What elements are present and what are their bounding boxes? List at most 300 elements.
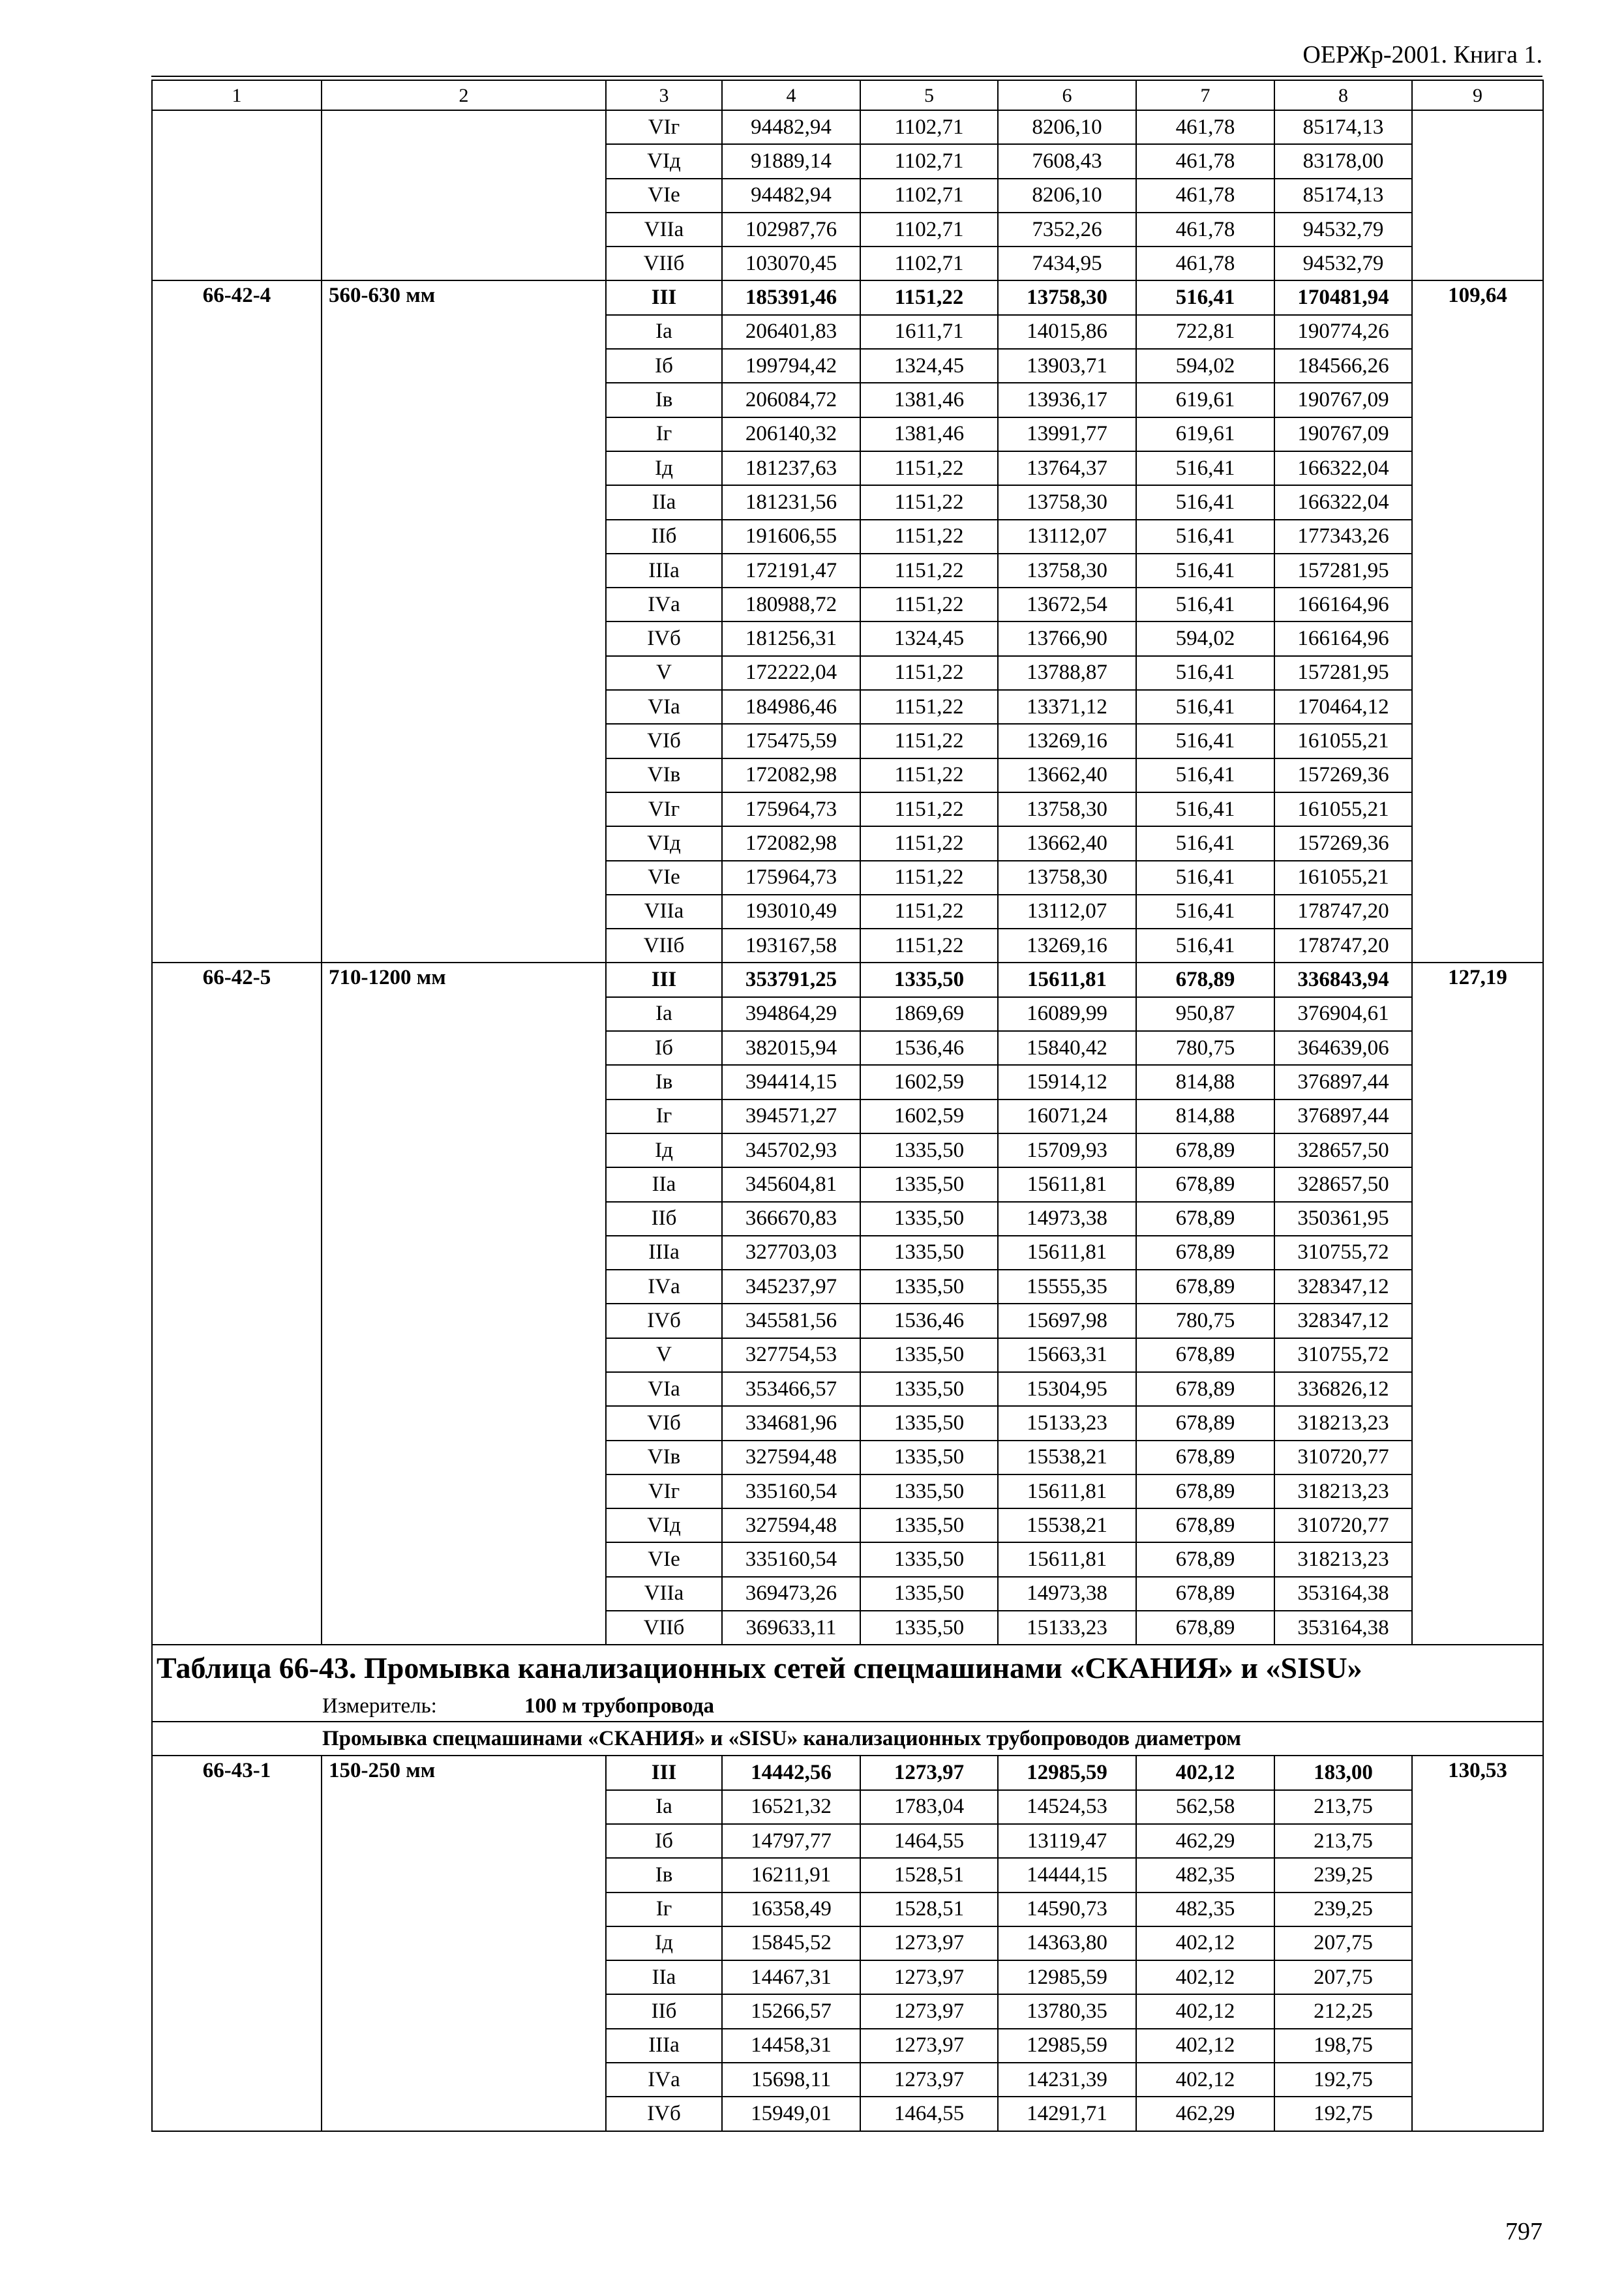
- price-cell: 161055,21: [1274, 792, 1412, 826]
- zone-code: V: [606, 1338, 722, 1372]
- zone-code: VIд: [606, 1508, 722, 1542]
- zone-code: Iд: [606, 1133, 722, 1167]
- price-cell: 13112,07: [998, 895, 1136, 929]
- rate-code: 66-43-1: [152, 1756, 322, 2131]
- price-cell: 14442,56: [722, 1756, 860, 1789]
- price-cell: 1102,71: [860, 247, 998, 280]
- price-cell: 185391,46: [722, 280, 860, 314]
- price-cell: 678,89: [1136, 1577, 1274, 1611]
- price-cell: 192,75: [1274, 2097, 1412, 2131]
- price-cell: 190774,26: [1274, 315, 1412, 349]
- table-title-row: [152, 1645, 1543, 1691]
- price-cell: 310755,72: [1274, 1338, 1412, 1372]
- price-cell: 1335,50: [860, 1270, 998, 1304]
- price-cell: 213,75: [1274, 1790, 1412, 1824]
- price-cell: 15840,42: [998, 1031, 1136, 1065]
- zone-code: IVб: [606, 2097, 722, 2131]
- price-cell: 402,12: [1136, 1926, 1274, 1960]
- column-number: 6: [998, 80, 1136, 110]
- price-cell: 15663,31: [998, 1338, 1136, 1372]
- price-cell: 15698,11: [722, 2063, 860, 2097]
- price-cell: 198,75: [1274, 2029, 1412, 2063]
- price-cell: 1464,55: [860, 1824, 998, 1858]
- price-cell: 678,89: [1136, 1406, 1274, 1440]
- price-cell: 8206,10: [998, 110, 1136, 144]
- price-cell: 15611,81: [998, 1236, 1136, 1270]
- price-cell: 14467,31: [722, 1960, 860, 1994]
- price-cell: 15709,93: [998, 1133, 1136, 1167]
- price-cell: 172082,98: [722, 826, 860, 860]
- zone-code: VIIа: [606, 213, 722, 247]
- price-cell: 7352,26: [998, 213, 1136, 247]
- price-cell: 8206,10: [998, 179, 1136, 213]
- price-cell: 516,41: [1136, 280, 1274, 314]
- zone-code: III: [606, 963, 722, 996]
- price-cell: 13936,17: [998, 383, 1136, 417]
- price-cell: 206401,83: [722, 315, 860, 349]
- price-cell: 950,87: [1136, 997, 1274, 1031]
- price-cell: 13672,54: [998, 588, 1136, 621]
- price-cell: 678,89: [1136, 1611, 1274, 1645]
- price-cell: 345604,81: [722, 1167, 860, 1201]
- price-cell: 13758,30: [998, 554, 1136, 588]
- price-cell: 1335,50: [860, 1406, 998, 1440]
- price-cell: 157281,95: [1274, 554, 1412, 588]
- price-cell: 353164,38: [1274, 1577, 1412, 1611]
- price-cell: 16089,99: [998, 997, 1136, 1031]
- price-cell: 181256,31: [722, 621, 860, 655]
- price-cell: 15611,81: [998, 1474, 1136, 1508]
- price-cell: 13766,90: [998, 621, 1136, 655]
- price-cell: 1151,22: [860, 861, 998, 895]
- price-cell: 1602,59: [860, 1100, 998, 1133]
- column-number-row: [152, 80, 1543, 110]
- price-cell: 814,88: [1136, 1065, 1274, 1099]
- price-cell: 1273,97: [860, 2029, 998, 2063]
- price-cell: 382015,94: [722, 1031, 860, 1065]
- price-cell: 94482,94: [722, 110, 860, 144]
- price-cell: 1783,04: [860, 1790, 998, 1824]
- zone-code: VIIб: [606, 929, 722, 963]
- price-cell: 678,89: [1136, 1167, 1274, 1201]
- price-cell: 345702,93: [722, 1133, 860, 1167]
- zone-code: VIв: [606, 758, 722, 792]
- price-cell: 1102,71: [860, 213, 998, 247]
- price-table: [151, 80, 1544, 2132]
- price-cell: 14973,38: [998, 1202, 1136, 1236]
- column-number: 8: [1274, 80, 1412, 110]
- zone-code: VIб: [606, 1406, 722, 1440]
- price-cell: 353164,38: [1274, 1611, 1412, 1645]
- page-header-title: ОЕРЖр-2001. Книга 1.: [1302, 41, 1542, 68]
- zone-code: IIа: [606, 485, 722, 519]
- column-number: 7: [1136, 80, 1274, 110]
- index-value: [1412, 110, 1543, 280]
- price-cell: 482,35: [1136, 1858, 1274, 1892]
- price-cell: 15133,23: [998, 1406, 1136, 1440]
- price-cell: 212,25: [1274, 1994, 1412, 2028]
- price-cell: 327703,03: [722, 1236, 860, 1270]
- price-cell: 15611,81: [998, 963, 1136, 996]
- price-cell: 1335,50: [860, 963, 998, 996]
- price-cell: 1151,22: [860, 554, 998, 588]
- price-cell: 353791,25: [722, 963, 860, 996]
- price-cell: 516,41: [1136, 826, 1274, 860]
- price-cell: 1335,50: [860, 1542, 998, 1576]
- zone-code: Iа: [606, 1790, 722, 1824]
- price-cell: 1869,69: [860, 997, 998, 1031]
- zone-code: VIв: [606, 1441, 722, 1474]
- price-cell: 678,89: [1136, 1542, 1274, 1576]
- price-cell: 14524,53: [998, 1790, 1136, 1824]
- price-cell: 402,12: [1136, 1960, 1274, 1994]
- measure-label: Измеритель:: [322, 1694, 437, 1718]
- zone-code: VIе: [606, 179, 722, 213]
- price-cell: 366670,83: [722, 1202, 860, 1236]
- index-value: 109,64: [1412, 280, 1543, 963]
- price-cell: 1102,71: [860, 144, 998, 178]
- price-cell: 16211,91: [722, 1858, 860, 1892]
- price-cell: 15845,52: [722, 1926, 860, 1960]
- price-cell: 14590,73: [998, 1893, 1136, 1926]
- zone-code: IIIа: [606, 2029, 722, 2063]
- zone-code: IIIа: [606, 1236, 722, 1270]
- price-cell: 193167,58: [722, 929, 860, 963]
- price-cell: 15133,23: [998, 1611, 1136, 1645]
- column-number: 1: [152, 80, 322, 110]
- price-cell: 1335,50: [860, 1202, 998, 1236]
- price-cell: 14291,71: [998, 2097, 1136, 2131]
- price-cell: 1464,55: [860, 2097, 998, 2131]
- price-cell: 594,02: [1136, 621, 1274, 655]
- price-cell: 345237,97: [722, 1270, 860, 1304]
- price-cell: 13269,16: [998, 724, 1136, 758]
- zone-code: IIб: [606, 1202, 722, 1236]
- price-cell: 85174,13: [1274, 110, 1412, 144]
- price-cell: 12985,59: [998, 2029, 1136, 2063]
- price-cell: 353466,57: [722, 1372, 860, 1406]
- price-cell: 94482,94: [722, 179, 860, 213]
- zone-code: Iд: [606, 1926, 722, 1960]
- price-cell: 335160,54: [722, 1474, 860, 1508]
- price-cell: 1335,50: [860, 1338, 998, 1372]
- table-row: [152, 1756, 1543, 1789]
- price-cell: 13662,40: [998, 826, 1136, 860]
- table-row: [152, 963, 1543, 996]
- price-cell: 1324,45: [860, 621, 998, 655]
- price-cell: 394414,15: [722, 1065, 860, 1099]
- price-cell: 15266,57: [722, 1994, 860, 2028]
- price-cell: 402,12: [1136, 2029, 1274, 2063]
- price-cell: 516,41: [1136, 520, 1274, 554]
- zone-code: Iв: [606, 383, 722, 417]
- price-cell: 13112,07: [998, 520, 1136, 554]
- price-cell: 461,78: [1136, 110, 1274, 144]
- price-cell: 13269,16: [998, 929, 1136, 963]
- price-cell: 1381,46: [860, 383, 998, 417]
- price-cell: 172222,04: [722, 656, 860, 690]
- price-cell: 170481,94: [1274, 280, 1412, 314]
- column-number: 5: [860, 80, 998, 110]
- price-cell: 678,89: [1136, 1338, 1274, 1372]
- price-cell: 516,41: [1136, 895, 1274, 929]
- price-cell: 13991,77: [998, 417, 1136, 451]
- zone-code: Iб: [606, 1031, 722, 1065]
- price-cell: 13119,47: [998, 1824, 1136, 1858]
- price-cell: 328347,12: [1274, 1304, 1412, 1338]
- zone-code: VIе: [606, 861, 722, 895]
- price-cell: 13758,30: [998, 861, 1136, 895]
- zone-code: VIа: [606, 1372, 722, 1406]
- zone-code: III: [606, 280, 722, 314]
- price-cell: 336826,12: [1274, 1372, 1412, 1406]
- table-title: Таблица 66-43. Промывка канализационных сетей спецмашинами «СКАНИЯ» и «SISU»: [152, 1645, 1543, 1691]
- price-cell: 178747,20: [1274, 929, 1412, 963]
- price-cell: 12985,59: [998, 1960, 1136, 1994]
- price-cell: 166322,04: [1274, 485, 1412, 519]
- price-cell: 172191,47: [722, 554, 860, 588]
- price-cell: 310720,77: [1274, 1508, 1412, 1542]
- price-cell: 14363,80: [998, 1926, 1136, 1960]
- price-cell: 678,89: [1136, 1236, 1274, 1270]
- measure-value: 100 м трубопровода: [524, 1694, 715, 1718]
- zone-code: III: [606, 1756, 722, 1789]
- price-cell: 177343,26: [1274, 520, 1412, 554]
- column-number: 3: [606, 80, 722, 110]
- price-cell: 678,89: [1136, 1270, 1274, 1304]
- price-cell: 1151,22: [860, 826, 998, 860]
- price-cell: 1151,22: [860, 485, 998, 519]
- price-cell: 1335,50: [860, 1167, 998, 1201]
- zone-code: VIб: [606, 724, 722, 758]
- price-cell: 1102,71: [860, 179, 998, 213]
- price-cell: 1151,22: [860, 724, 998, 758]
- price-cell: 327594,48: [722, 1508, 860, 1542]
- zone-code: IVа: [606, 2063, 722, 2097]
- price-cell: 327594,48: [722, 1441, 860, 1474]
- zone-code: IVб: [606, 1304, 722, 1338]
- price-cell: 190767,09: [1274, 383, 1412, 417]
- price-cell: 1602,59: [860, 1065, 998, 1099]
- price-cell: 13780,35: [998, 1994, 1136, 2028]
- price-cell: 14231,39: [998, 2063, 1136, 2097]
- price-cell: 462,29: [1136, 1824, 1274, 1858]
- zone-code: VIIб: [606, 247, 722, 280]
- price-cell: 1151,22: [860, 520, 998, 554]
- zone-code: Iв: [606, 1858, 722, 1892]
- price-cell: 1611,71: [860, 315, 998, 349]
- price-cell: 166322,04: [1274, 451, 1412, 485]
- price-cell: 318213,23: [1274, 1406, 1412, 1440]
- price-cell: 94532,79: [1274, 247, 1412, 280]
- price-cell: 16521,32: [722, 1790, 860, 1824]
- price-cell: 183,00: [1274, 1756, 1412, 1789]
- price-cell: 1335,50: [860, 1372, 998, 1406]
- price-cell: 172082,98: [722, 758, 860, 792]
- price-cell: 13764,37: [998, 451, 1136, 485]
- pipe-diameter: 560-630 мм: [322, 280, 606, 963]
- zone-code: VIд: [606, 826, 722, 860]
- price-cell: 1536,46: [860, 1031, 998, 1065]
- zone-code: V: [606, 656, 722, 690]
- price-cell: 1324,45: [860, 349, 998, 383]
- price-cell: 166164,96: [1274, 588, 1412, 621]
- zone-code: Iд: [606, 451, 722, 485]
- price-cell: 103070,45: [722, 247, 860, 280]
- price-cell: 181231,56: [722, 485, 860, 519]
- price-cell: 199794,42: [722, 349, 860, 383]
- price-cell: 14458,31: [722, 2029, 860, 2063]
- price-cell: 376904,61: [1274, 997, 1412, 1031]
- price-cell: 157269,36: [1274, 758, 1412, 792]
- price-cell: 14797,77: [722, 1824, 860, 1858]
- price-cell: 15949,01: [722, 2097, 860, 2131]
- price-cell: 161055,21: [1274, 861, 1412, 895]
- price-cell: 175964,73: [722, 861, 860, 895]
- section-subtitle-row: [152, 1722, 1543, 1756]
- price-cell: 350361,95: [1274, 1202, 1412, 1236]
- price-cell: 184986,46: [722, 690, 860, 724]
- price-cell: 1273,97: [860, 1960, 998, 1994]
- zone-code: VIе: [606, 1542, 722, 1576]
- price-cell: 1151,22: [860, 929, 998, 963]
- price-cell: 13662,40: [998, 758, 1136, 792]
- pipe-diameter: 710-1200 мм: [322, 963, 606, 1645]
- price-cell: 15304,95: [998, 1372, 1136, 1406]
- zone-code: Iа: [606, 997, 722, 1031]
- price-cell: 1335,50: [860, 1611, 998, 1645]
- zone-code: VIд: [606, 144, 722, 178]
- price-cell: 207,75: [1274, 1960, 1412, 1994]
- price-cell: 394864,29: [722, 997, 860, 1031]
- zone-code: IVа: [606, 588, 722, 621]
- price-cell: 678,89: [1136, 1508, 1274, 1542]
- price-cell: 482,35: [1136, 1893, 1274, 1926]
- price-cell: 94532,79: [1274, 213, 1412, 247]
- price-cell: 1335,50: [860, 1508, 998, 1542]
- price-cell: 394571,27: [722, 1100, 860, 1133]
- price-cell: 1151,22: [860, 895, 998, 929]
- table-row: [152, 280, 1543, 314]
- price-cell: 178747,20: [1274, 895, 1412, 929]
- price-cell: 327754,53: [722, 1338, 860, 1372]
- price-cell: 516,41: [1136, 758, 1274, 792]
- price-cell: 239,25: [1274, 1858, 1412, 1892]
- price-cell: 14444,15: [998, 1858, 1136, 1892]
- price-cell: 15697,98: [998, 1304, 1136, 1338]
- price-cell: 1273,97: [860, 1926, 998, 1960]
- price-cell: 376897,44: [1274, 1100, 1412, 1133]
- price-cell: 7608,43: [998, 144, 1136, 178]
- measure-row: [152, 1691, 1543, 1722]
- price-cell: 516,41: [1136, 451, 1274, 485]
- price-cell: 516,41: [1136, 929, 1274, 963]
- price-cell: 516,41: [1136, 861, 1274, 895]
- price-cell: 206084,72: [722, 383, 860, 417]
- column-number: 9: [1412, 80, 1543, 110]
- price-cell: 184566,26: [1274, 349, 1412, 383]
- price-cell: 402,12: [1136, 1756, 1274, 1789]
- price-cell: 402,12: [1136, 2063, 1274, 2097]
- zone-code: Iг: [606, 1100, 722, 1133]
- price-cell: 191606,55: [722, 520, 860, 554]
- pipe-diameter: 150-250 мм: [322, 1756, 606, 2131]
- price-cell: 1335,50: [860, 1236, 998, 1270]
- price-cell: 15611,81: [998, 1542, 1136, 1576]
- price-cell: 678,89: [1136, 1202, 1274, 1236]
- price-cell: 12985,59: [998, 1756, 1136, 1789]
- column-number: 4: [722, 80, 860, 110]
- price-cell: 1335,50: [860, 1133, 998, 1167]
- price-cell: 461,78: [1136, 144, 1274, 178]
- price-cell: 207,75: [1274, 1926, 1412, 1960]
- price-cell: 402,12: [1136, 1994, 1274, 2028]
- price-cell: 376897,44: [1274, 1065, 1412, 1099]
- price-cell: 13758,30: [998, 280, 1136, 314]
- price-cell: 157281,95: [1274, 656, 1412, 690]
- price-cell: 1102,71: [860, 110, 998, 144]
- price-cell: 180988,72: [722, 588, 860, 621]
- zone-code: Iб: [606, 1824, 722, 1858]
- price-cell: 15538,21: [998, 1508, 1136, 1542]
- zone-code: VIIб: [606, 1611, 722, 1645]
- price-cell: 1151,22: [860, 792, 998, 826]
- price-cell: 780,75: [1136, 1304, 1274, 1338]
- price-cell: 15538,21: [998, 1441, 1136, 1474]
- price-cell: 562,58: [1136, 1790, 1274, 1824]
- price-cell: 15555,35: [998, 1270, 1136, 1304]
- zone-code: VIIа: [606, 1577, 722, 1611]
- price-cell: 1335,50: [860, 1441, 998, 1474]
- price-cell: 678,89: [1136, 1474, 1274, 1508]
- price-cell: 328347,12: [1274, 1270, 1412, 1304]
- measure-cell: [152, 1691, 1543, 1722]
- price-cell: 91889,14: [722, 144, 860, 178]
- price-cell: 175475,59: [722, 724, 860, 758]
- column-number: 2: [322, 80, 606, 110]
- price-cell: 1151,22: [860, 588, 998, 621]
- price-cell: 334681,96: [722, 1406, 860, 1440]
- zone-code: VIг: [606, 110, 722, 144]
- price-cell: 1381,46: [860, 417, 998, 451]
- price-cell: 175964,73: [722, 792, 860, 826]
- price-cell: 336843,94: [1274, 963, 1412, 996]
- price-cell: 516,41: [1136, 792, 1274, 826]
- zone-code: IIб: [606, 1994, 722, 2028]
- price-cell: 328657,50: [1274, 1167, 1412, 1201]
- price-cell: 166164,96: [1274, 621, 1412, 655]
- price-cell: 516,41: [1136, 485, 1274, 519]
- price-cell: 516,41: [1136, 690, 1274, 724]
- price-cell: 678,89: [1136, 1441, 1274, 1474]
- price-cell: 239,25: [1274, 1893, 1412, 1926]
- header-rule: [151, 76, 1542, 77]
- price-cell: 14015,86: [998, 315, 1136, 349]
- price-cell: 161055,21: [1274, 724, 1412, 758]
- price-cell: 516,41: [1136, 554, 1274, 588]
- price-cell: 619,61: [1136, 417, 1274, 451]
- price-cell: 1273,97: [860, 2063, 998, 2097]
- zone-code: IVб: [606, 621, 722, 655]
- zone-code: IIа: [606, 1960, 722, 1994]
- price-cell: 13371,12: [998, 690, 1136, 724]
- price-cell: 13758,30: [998, 485, 1136, 519]
- price-cell: 619,61: [1136, 383, 1274, 417]
- price-cell: 15611,81: [998, 1167, 1136, 1201]
- price-cell: 328657,50: [1274, 1133, 1412, 1167]
- price-cell: 461,78: [1136, 213, 1274, 247]
- price-cell: 14973,38: [998, 1577, 1136, 1611]
